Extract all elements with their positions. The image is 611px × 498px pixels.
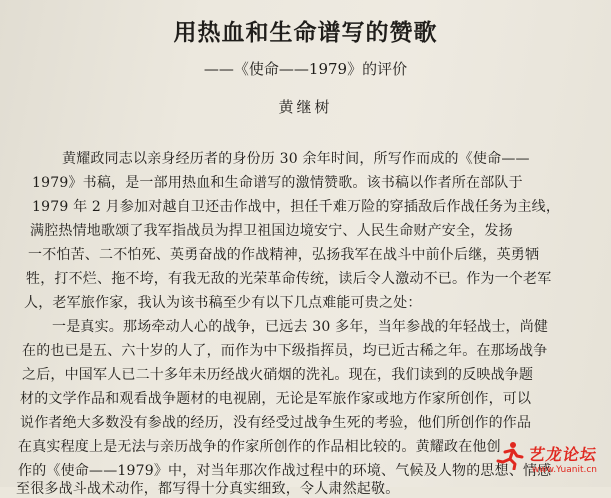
body-line: 在真实程度上是无法与亲历战争的作家所创作的作品相比较的。黄耀政在他创 [18, 439, 501, 455]
body-line: 说作者绝大多数没有参战的经历，没有经受过战争生死的考验，他们所创作的作品 [20, 415, 532, 431]
body-line: 1979》书稿，是一部用热血和生命谱写的激情赞歌。该书稿以作者所在部队于 [32, 175, 523, 191]
body-line: 牲，打不烂、拖不垮，有我无敌的光荣革命传统，读后令人激动不已。作为一个老军 [26, 271, 552, 287]
body-line: 1979 年 2 月参加对越自卫还击作战中，担任千难万险的穿插敌后作战任务为主线， [32, 199, 561, 215]
runner-logo-icon [495, 440, 525, 470]
body-line: 黄耀政同志以亲身经历者的身份历 30 余年时间，所写作而成的《使命—— [62, 151, 530, 167]
body-line: 在的也已是五、六十岁的人了，而作为中下级指挥员，均已近古稀之年。在那场战争 [22, 343, 548, 359]
body-line: 一不怕苦、二不怕死、英勇奋战的作战精神，弘扬我军在战斗中前仆后继，英勇牺 [28, 247, 540, 263]
article-author: 黄继树 [278, 98, 333, 116]
body-line: 满腔热情地歌颂了我军指战员为捍卫祖国边境安宁、人民生命财产安全，发扬 [30, 223, 513, 239]
body-line: 材的文学作品和观看战争题材的电视剧，无论是军旅作家或地方作家所创作，可以 [20, 391, 532, 407]
watermark-brand: 艺龙论坛 [527, 445, 599, 464]
article-subtitle: ——《使命——1979》的评价 [203, 60, 408, 78]
watermark-url: www.Yuanit.cn [531, 465, 597, 475]
body-line: 作的《使命——1979》中，对当年那次作战过程中的环境、气候及人物的思想、情感 [18, 463, 552, 479]
body-line: 人，老军旅作家，我认为该书稿至少有以下几点难能可贵之处： [24, 295, 422, 311]
body-line: 之后，中国军人已二十多年未历经战火硝烟的洗礼。现在，我们读到的反映战争题 [22, 367, 534, 383]
body-line: 一是真实。那场牵动人心的战争，已远去 30 多年，当年参战的年轻战士，尚健 [52, 319, 549, 335]
article-title: 用热血和生命谱写的赞歌 [173, 19, 438, 46]
site-watermark [529, 442, 597, 475]
body-line: 至很多战斗战术动作，都写得十分真实细致，令人肃然起敬。 [16, 481, 400, 497]
